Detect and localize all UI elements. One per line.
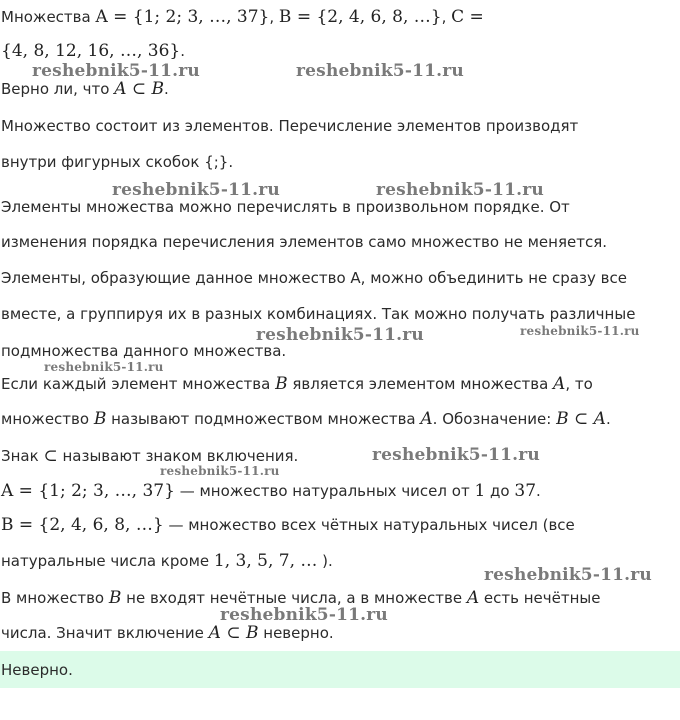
separator: ,: [269, 8, 279, 26]
watermark: reshebnik5-11.ru: [32, 61, 200, 81]
text: , то: [565, 375, 593, 393]
period: .: [536, 482, 541, 500]
math-odd-numbers: 1, 3, 5, 7, …: [213, 551, 318, 571]
math-one: 1: [474, 481, 486, 501]
math-set-a: A = {1; 2; 3, …, 37}: [1, 481, 175, 501]
solution-line-1: [0, 480, 680, 502]
theory-p4-line2: [0, 408, 680, 430]
text: множество: [1, 410, 94, 428]
watermark: reshebnik5-11.ru: [220, 605, 388, 625]
watermark: reshebnik5-11.ru: [520, 324, 640, 338]
watermark: reshebnik5-11.ru: [44, 360, 164, 374]
text: называют знаком включения.: [57, 447, 299, 465]
separator: ,: [441, 8, 452, 26]
period: .: [180, 42, 185, 60]
text: Знак: [1, 447, 44, 465]
math-b: B: [275, 374, 288, 394]
theory-p3-line1: Элементы, образующие данное множество A, можно объединить не сразу все: [1, 269, 627, 287]
subset-symbol: ⊂: [43, 446, 58, 466]
theory-p3-line3: подмножества данного множества.: [1, 342, 287, 360]
text: числа. Значит включение: [1, 624, 209, 642]
math-set-c: {4, 8, 12, 16, …, 36}: [1, 41, 181, 61]
watermark: reshebnik5-11.ru: [160, 464, 280, 478]
text: является элементом множества: [287, 375, 554, 393]
text: неверно.: [258, 624, 334, 642]
math-a-subset-b: A ⊂ B: [208, 623, 259, 643]
problem-text: Множества: [1, 8, 96, 26]
text: натуральные числа кроме: [1, 552, 214, 570]
math-a: A: [466, 588, 480, 608]
problem-line-2: [0, 40, 680, 62]
theory-p5: [0, 445, 680, 467]
watermark: reshebnik5-11.ru: [112, 180, 280, 200]
theory-p2-line1: Элементы множества можно перечислять в произвольном порядке. От: [1, 198, 570, 216]
math-b: B: [93, 409, 107, 429]
text: Если каждый элемент множества: [1, 375, 276, 393]
watermark: reshebnik5-11.ru: [372, 445, 540, 465]
theory-p4-line1: [0, 373, 680, 395]
watermark: reshebnik5-11.ru: [376, 180, 544, 200]
math-a-subset-b: A ⊂ B: [114, 79, 165, 99]
math-a: A: [420, 409, 433, 429]
math-set-b: B = {2, 4, 6, 8, …}: [278, 7, 442, 27]
math-set-a: A = {1; 2; 3, …, 37}: [95, 7, 270, 27]
problem-question: [0, 78, 680, 100]
theory-p2-line2: изменения порядка перечисления элементов само множество не меняется.: [1, 233, 607, 251]
theory-p1-line2: внутри фигурных скобок {;}.: [1, 153, 234, 171]
math-a: A: [553, 374, 566, 394]
watermark: reshebnik5-11.ru: [484, 565, 652, 585]
answer-text: Неверно.: [1, 661, 73, 679]
watermark: reshebnik5-11.ru: [296, 61, 464, 81]
text: до: [485, 482, 515, 500]
watermark: reshebnik5-11.ru: [256, 325, 424, 345]
text: В множество: [1, 589, 109, 607]
theory-p3-line2: вместе, а группируя их в разных комбинациях. Так можно получать различные: [1, 305, 636, 323]
theory-p1-line1: Множество состоит из элементов. Перечисление элементов производят: [1, 117, 579, 135]
period: .: [164, 80, 169, 98]
math-set-c-label: C =: [451, 7, 484, 27]
math-set-b: B = {2, 4, 6, 8, …}: [1, 515, 164, 535]
math-37: 37: [514, 481, 537, 501]
text: называют подмножеством множества: [106, 410, 421, 428]
period: .: [605, 410, 611, 428]
text: — множество натуральных чисел от: [174, 482, 475, 500]
text: — множество всех чётных натуральных чисел (все: [163, 516, 575, 534]
solution-line-5: [0, 622, 680, 644]
math-b: B: [108, 588, 122, 608]
text: не входят нечётные числа, а в множестве: [121, 589, 467, 607]
text: . Обозначение:: [432, 410, 557, 428]
text: есть нечётные: [479, 589, 601, 607]
text: ).: [317, 552, 333, 570]
solution-line-2: [0, 514, 680, 536]
problem-line-1: [0, 6, 680, 28]
answer-box: [0, 651, 680, 688]
math-b-subset-a: B ⊂ A: [556, 409, 606, 429]
question-text: Верно ли, что: [1, 80, 115, 98]
